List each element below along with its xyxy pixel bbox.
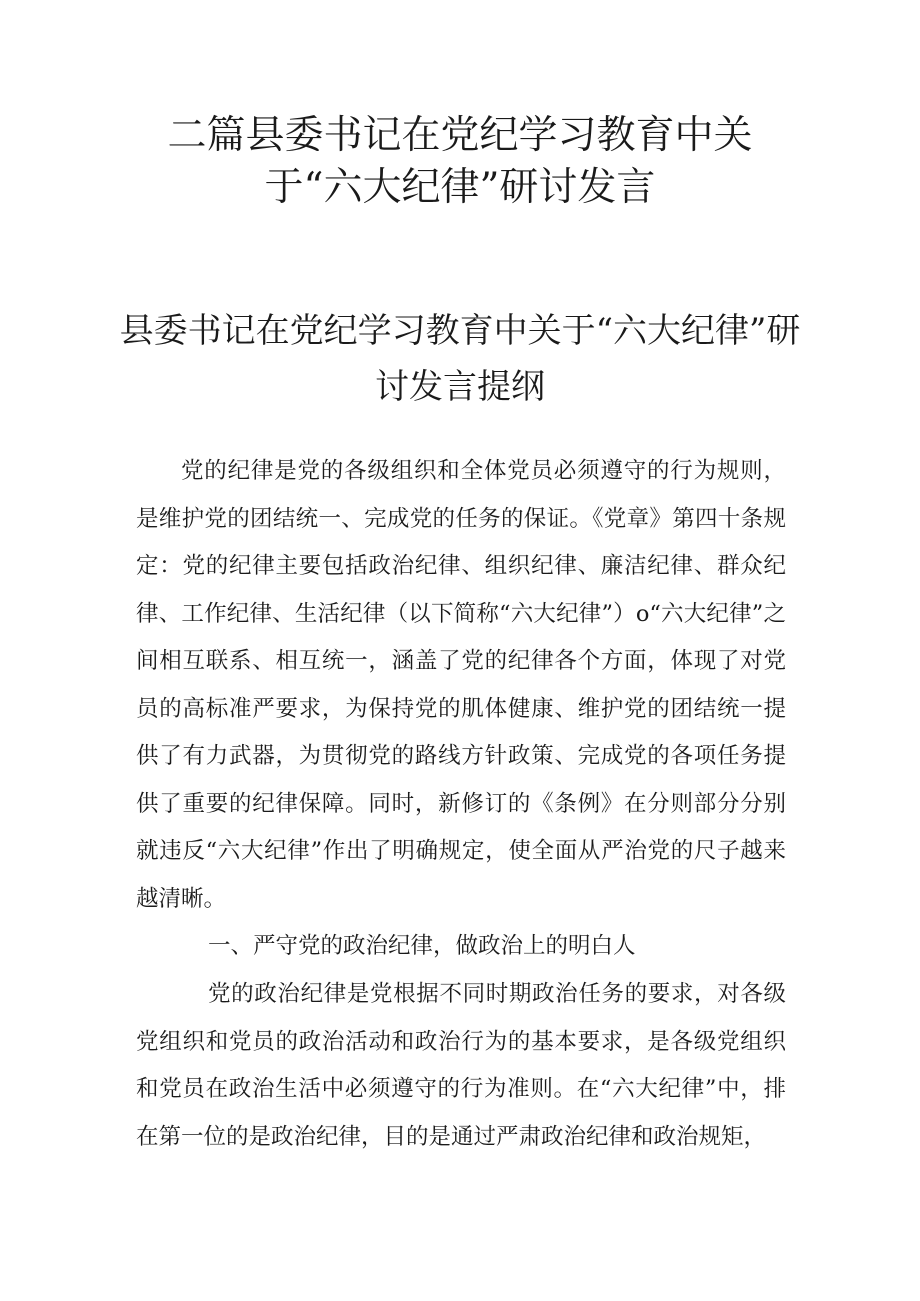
section-paragraph: 党的政治纪律是党根据不同时期政治任务的要求，对各级党组织和党员的政治活动和政治行为的基本要求，是各级党组织和党员在政治生活中必须遵守的行为准则。在“六大纪律”中，排在第一位的是政治纪律，目的是通过严肃政治纪律和政治规矩， [136,981,786,1150]
document-title: 二篇县委书记在党纪学习教育中关于“六大纪律”研讨发言 [167,113,753,210]
intro-paragraph: 党的纪律是党的各级组织和全体党员必须遵守的行为规则，是维护党的团结统一、完成党的任务的保证。《党章》第四十条规定：党的纪律主要包括政治纪律、组织纪律、廉洁纪律、群众纪律、工作纪律、生活纪律（以下简称“六大纪律”）o“六大纪律”之间相互联系、相互统一，涵盖了党的纪律各个方面，体现了对党员的高标准严要求，为保持党的肌体健康、维护党的团结统一提供了有力武器，为贯彻党的路线方针政策、完成党的各项任务提供了重要的纪律保障。同时，新修订的《条例》在分则部分分别就违反“六大纪律”作出了明确规定，使全面从严治党的尺子越来越清晰。 [136,458,786,912]
section-heading: 一、严守党的政治纪律，做政治上的明白人 [208,933,636,959]
document-subtitle: 县委书记在党纪学习教育中关于“六大纪律”研讨发言提纲 [119,311,801,407]
